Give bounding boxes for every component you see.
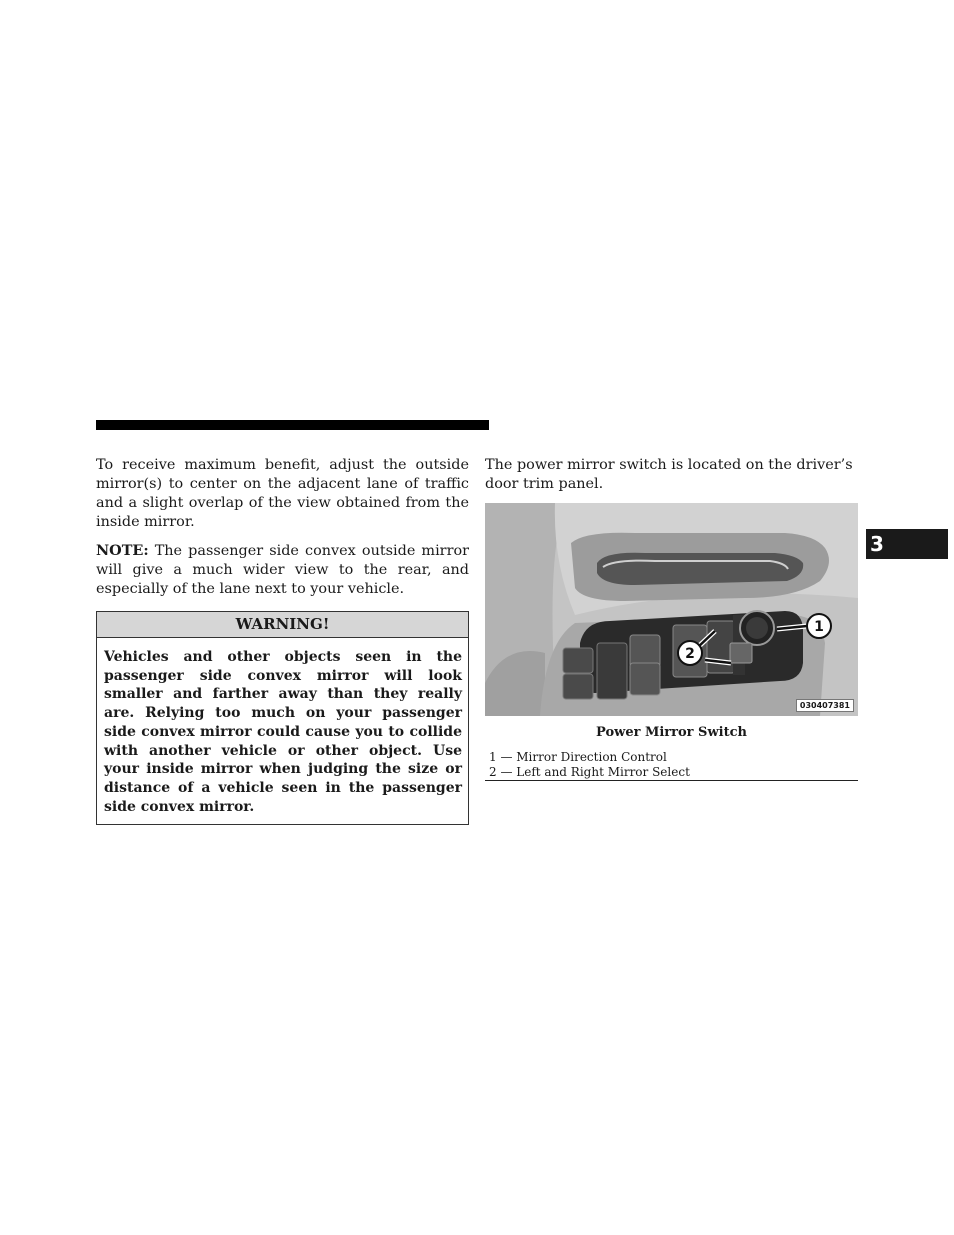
figure-code: 030407381 — [796, 699, 854, 712]
right-column — [485, 456, 858, 781]
legend-item: 2 — Left and Right Mirror Select — [489, 764, 690, 779]
paragraph-adjust-mirrors: To receive maximum benefit, adjust the outside mirror(s) to center on the adjacent lane of traffic and a slight overlap of the view obtained from the inside mirror. — [96, 457, 469, 530]
warning-box — [96, 611, 469, 825]
callout-1-label: 1 — [814, 619, 824, 635]
door-panel-illustration — [485, 503, 858, 716]
chapter-tab: 3 — [866, 529, 948, 559]
warning-title: WARNING! — [97, 612, 468, 638]
power-mirror-switch-figure — [485, 503, 858, 716]
left-column — [96, 456, 469, 825]
figure-caption: Power Mirror Switch — [596, 725, 747, 740]
note-label: NOTE: — [96, 542, 149, 559]
paragraph-switch-location: The power mirror switch is located on the driver’s door trim panel. — [485, 457, 853, 492]
legend-item: 1 — Mirror Direction Control — [489, 750, 667, 764]
figure-legend — [485, 750, 858, 781]
section-rule-bar — [96, 420, 489, 430]
callout-2-label: 2 — [685, 646, 695, 662]
note-paragraph — [96, 541, 469, 599]
warning-text: Vehicles and other objects seen in the passenger side convex mirror will look smaller and farther away than they really are. Relying too much on your passenger side convex mirror could cause you to collide with another vehicle or other object. Use your inside mirror when judging the size or distance of a vehicle seen in the passenger side convex mirror. — [104, 649, 462, 815]
note-text: The passenger side convex outside mirror will give a much wider view to the rear, and especially of the lane next to your vehicle. — [96, 543, 469, 597]
